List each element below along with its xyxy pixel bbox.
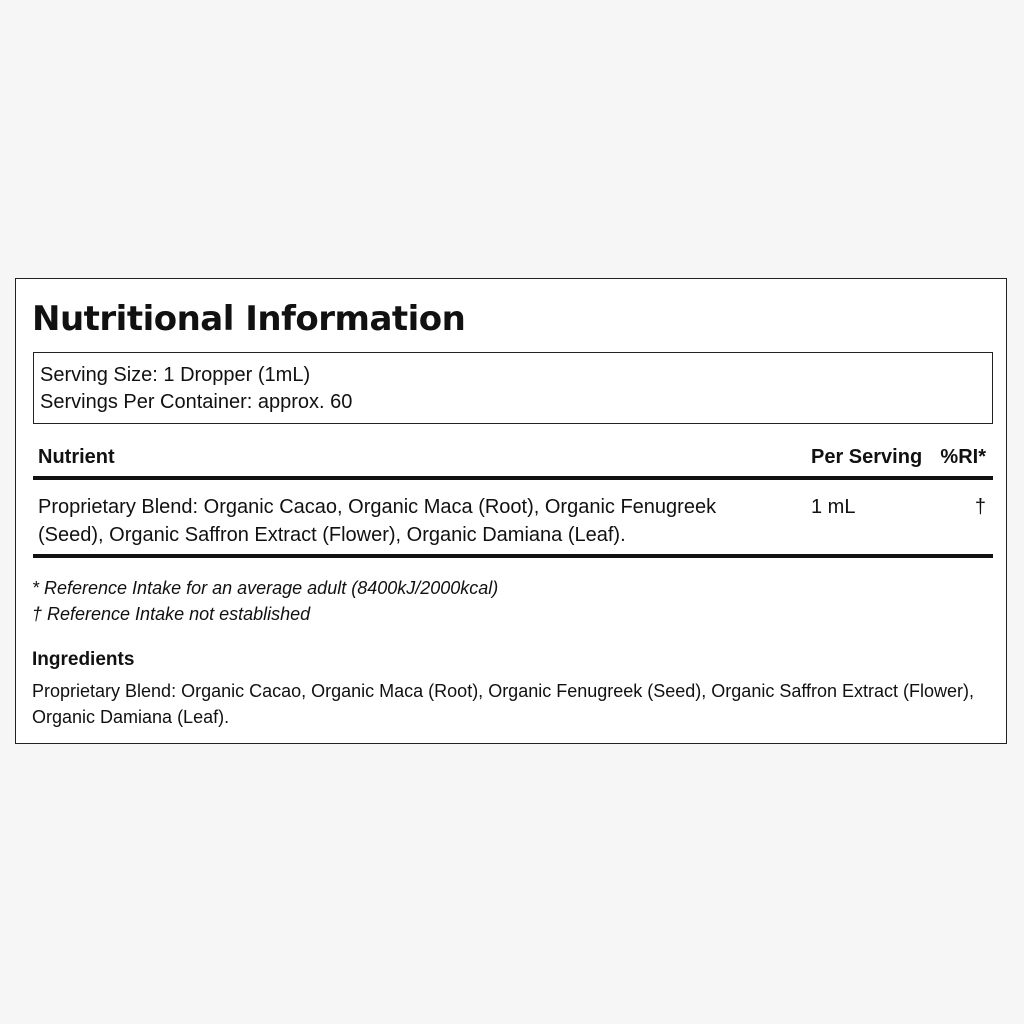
servings-per-container: Servings Per Container: approx. 60 [40,391,353,413]
panel-title: Nutritional Information [32,299,466,339]
footnotes [32,575,498,627]
header-divider [33,476,993,480]
ingredients-text: Proprietary Blend: Organic Cacao, Organic Maca (Root), Organic Fenugreek (Seed), Organic Saffron Extract (Flower), Organic Damiana (Leaf). [32,681,975,727]
column-header-ri: %RI* [940,446,986,468]
column-header-per-serving: Per Serving [811,446,923,468]
footnote-not-established: † Reference Intake not established [32,604,311,624]
serving-info-box [33,352,993,424]
footnote-reference-intake: * Reference Intake for an average adult (8400kJ/2000kcal) [32,578,499,598]
table-row-ri: † [974,496,986,518]
table-row-nutrient: Proprietary Blend: Organic Cacao, Organic Maca (Root), Organic Fenugreek (Seed), Organic Saffron Extract (Flower), Organic Damiana (Leaf). [38,496,717,546]
nutrition-panel [15,278,1007,744]
column-header-nutrient: Nutrient [38,446,115,468]
ingredients-heading: Ingredients [32,649,135,670]
table-bottom-divider [33,554,993,558]
serving-size: Serving Size: 1 Dropper (1mL) [40,364,311,386]
table-row-per-serving: 1 mL [811,496,856,518]
